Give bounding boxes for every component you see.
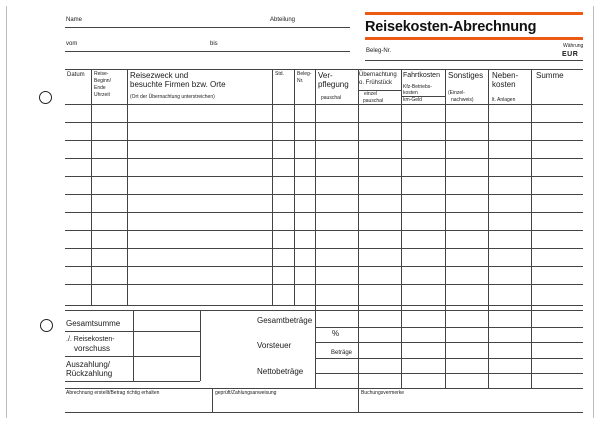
table-row[interactable] — [65, 176, 583, 177]
name-line[interactable] — [65, 27, 350, 28]
totals-row-line — [315, 327, 583, 328]
col-receipt-header-1: Beleg- — [297, 71, 312, 77]
col-overnight-header-2: o. Frühstück — [359, 80, 393, 86]
currency-label: Währung — [563, 43, 584, 49]
date-range-line[interactable] — [65, 51, 350, 52]
col-divider — [488, 69, 489, 388]
col-meals-header-2: pflegung — [318, 80, 349, 89]
table-row[interactable] — [65, 140, 583, 141]
col-travel-header-1: Reise- — [94, 71, 109, 77]
header-bottom-line — [65, 104, 583, 105]
table-row[interactable] — [65, 248, 583, 249]
payout-line — [65, 381, 200, 382]
col-hours-header: Std. — [275, 71, 284, 77]
col-purpose-header-1: Reisezweck und — [130, 71, 189, 80]
sheet-right-edge — [593, 6, 594, 418]
col-travel-header-3: Ende — [94, 85, 106, 91]
receipt-no-line[interactable] — [365, 60, 583, 61]
col-travel-cost-sub-1: Kfz-Betriebs- — [403, 84, 432, 90]
payout-label-1: Auszahlung/ — [66, 360, 111, 369]
summary-amount-right — [200, 310, 201, 381]
booking-notes-field[interactable] — [358, 412, 583, 413]
signature-received-label: Abrechnung erstellt/Betrag richtig erhalten — [66, 390, 160, 396]
signature-received-field[interactable] — [65, 412, 212, 413]
col-divider — [401, 69, 402, 388]
signature-divider — [358, 388, 359, 412]
amounts-row-line — [315, 358, 583, 359]
table-row[interactable] — [65, 122, 583, 123]
col-travel-cost-header: Fahrtkosten — [403, 72, 440, 79]
col-divider — [127, 69, 128, 305]
sheet-left-edge — [6, 6, 7, 418]
to-label: bis — [210, 41, 218, 47]
col-date-header: Datum — [67, 72, 85, 78]
table-row[interactable] — [65, 230, 583, 231]
name-label: Name — [66, 17, 83, 23]
col-overnight-header-1: Übernachtung — [359, 72, 397, 78]
col-divider — [358, 69, 359, 388]
col-divider — [315, 69, 316, 388]
department-label: Abteilung — [270, 17, 296, 23]
booking-notes-label: Buchungsvermerke — [361, 390, 405, 396]
percent-sign: % — [332, 329, 340, 338]
signature-checked-field[interactable] — [212, 412, 358, 413]
col-other-header: Sonstiges — [448, 71, 484, 80]
punch-hole-top — [39, 91, 52, 104]
table-row[interactable] — [65, 266, 583, 267]
col-travel-header-2: Beginn/ — [94, 78, 111, 84]
col-incidental-sub: lt. Anlagen — [492, 97, 516, 103]
advance-label-2: vorschuss — [74, 344, 111, 353]
percent-row-line — [315, 342, 583, 343]
receipt-no-label: Beleg-Nr. — [366, 48, 392, 54]
grand-total-label: Gesamtsumme — [66, 319, 121, 328]
col-incidental-header-1: Neben- — [492, 71, 519, 80]
currency-value: EUR — [562, 51, 579, 58]
overnight-sub-line — [358, 90, 401, 91]
col-other-sub-1: (Einzel- — [448, 90, 465, 96]
net-amounts-label: Nettobeträge — [257, 367, 304, 376]
col-divider — [531, 69, 532, 388]
col-divider — [294, 69, 295, 305]
col-travel-cost-sub-2: kosten — [403, 90, 418, 96]
title-top-bar — [365, 12, 583, 15]
payout-label-2: Rückzahlung — [66, 369, 113, 378]
input-tax-label: Vorsteuer — [257, 341, 292, 350]
col-purpose-note: (Ort der Übernachtung unterstreichen) — [130, 94, 215, 100]
col-meals-header-1: Ver- — [318, 71, 333, 80]
col-travel-cost-sub-3: km-Geld — [403, 97, 422, 103]
amounts-label: Beträge — [331, 350, 353, 356]
table-row[interactable] — [65, 194, 583, 195]
signature-divider — [212, 388, 213, 412]
advance-label-1: ./. Reisekosten- — [66, 336, 115, 343]
col-purpose-header-2: besuchte Firmen bzw. Orte — [130, 80, 226, 89]
signature-checked-label: geprüft/Zahlungsanweisung — [215, 390, 277, 396]
col-meals-sub: pauschal — [321, 95, 342, 101]
table-row[interactable] — [65, 284, 583, 285]
table-bottom-line — [65, 305, 583, 306]
table-row[interactable] — [65, 158, 583, 159]
col-divider — [272, 69, 273, 305]
table-top-border — [65, 69, 583, 70]
col-travel-header-4: Uhrzeit — [94, 92, 110, 98]
punch-hole-bottom — [40, 319, 53, 332]
from-label: vom — [66, 41, 78, 47]
signature-top-line — [65, 388, 583, 389]
col-overnight-sub-1: einzel — [364, 91, 378, 97]
table-row[interactable] — [65, 212, 583, 213]
col-other-sub-2: nachweis) — [451, 97, 474, 103]
col-divider — [91, 69, 92, 305]
summary-amount-divider — [133, 310, 134, 381]
col-divider — [445, 69, 446, 388]
title-bottom-bar — [365, 37, 583, 40]
col-receipt-header-2: Nr. — [297, 78, 304, 84]
summary-top-line — [65, 310, 583, 311]
form-title: Reisekosten-Abrechnung — [365, 19, 537, 35]
col-overnight-sub-2: pauschal — [363, 98, 384, 104]
col-incidental-header-2: kosten — [492, 80, 516, 89]
net-row-line — [315, 373, 583, 374]
col-total-header: Summe — [536, 71, 564, 80]
totals-label: Gesamtbeträge — [257, 316, 313, 325]
travel-cost-sub-line — [401, 96, 445, 97]
